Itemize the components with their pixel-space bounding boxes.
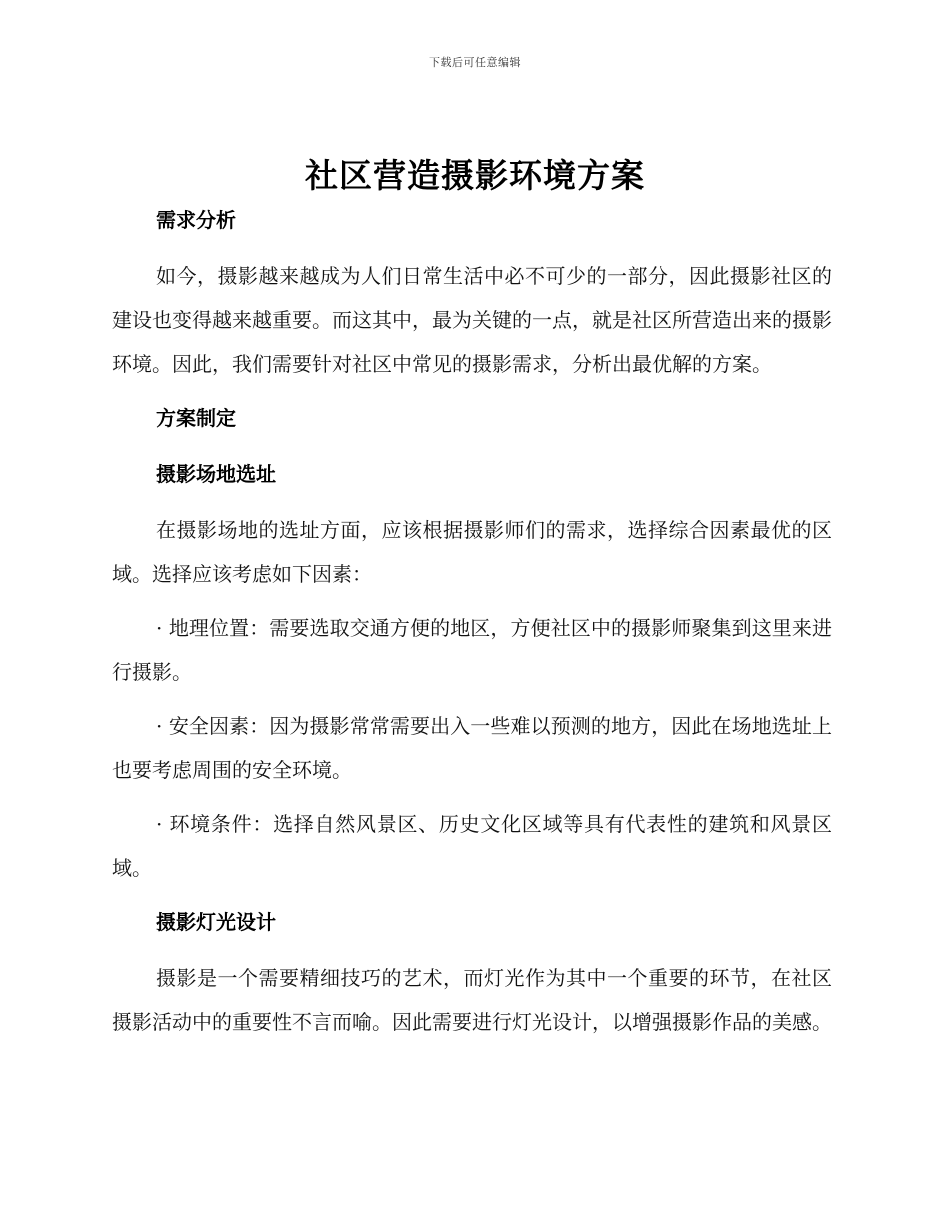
lighting-paragraph: 摄影是一个需要精细技巧的艺术，而灯光作为其中一个重要的环节，在社区摄影活动中的重要性不言而喻。因此需要进行灯光设计，以增强摄影作品的美感。 xyxy=(112,966,832,1034)
site-item-environment: · 环境条件：选择自然风景区、历史文化区域等具有代表性的建筑和风景区域。 xyxy=(112,812,832,880)
document-title: 社区营造摄影环境方案 xyxy=(305,156,645,195)
demand-paragraph: 如今，摄影越来越成为人们日常生活中必不可少的一部分，因此摄影社区的建设也变得越来越重要。而这其中，最为关键的一点，就是社区所营造出来的摄影环境。因此，我们需要针对社区中常见的摄影需求，分析出最优解的方案。 xyxy=(112,264,832,376)
site-paragraph: 在摄影场地的选址方面，应该根据摄影师们的需求，选择综合因素最优的区域。选择应该考虑如下因素： xyxy=(112,518,832,586)
section-heading-plan: 方案制定 xyxy=(156,406,236,430)
header-note: 下载后可任意编辑 xyxy=(429,56,521,69)
document-body xyxy=(112,198,832,1054)
section-heading-demand: 需求分析 xyxy=(156,208,236,232)
section-heading-lighting: 摄影灯光设计 xyxy=(156,910,276,934)
site-item-location: · 地理位置：需要选取交通方便的地区，方便社区中的摄影师聚集到这里来进行摄影。 xyxy=(112,616,832,684)
section-heading-site: 摄影场地选址 xyxy=(156,462,276,486)
site-item-safety: · 安全因素：因为摄影常常需要出入一些难以预测的地方，因此在场地选址上也要考虑周围的安全环境。 xyxy=(112,714,832,782)
